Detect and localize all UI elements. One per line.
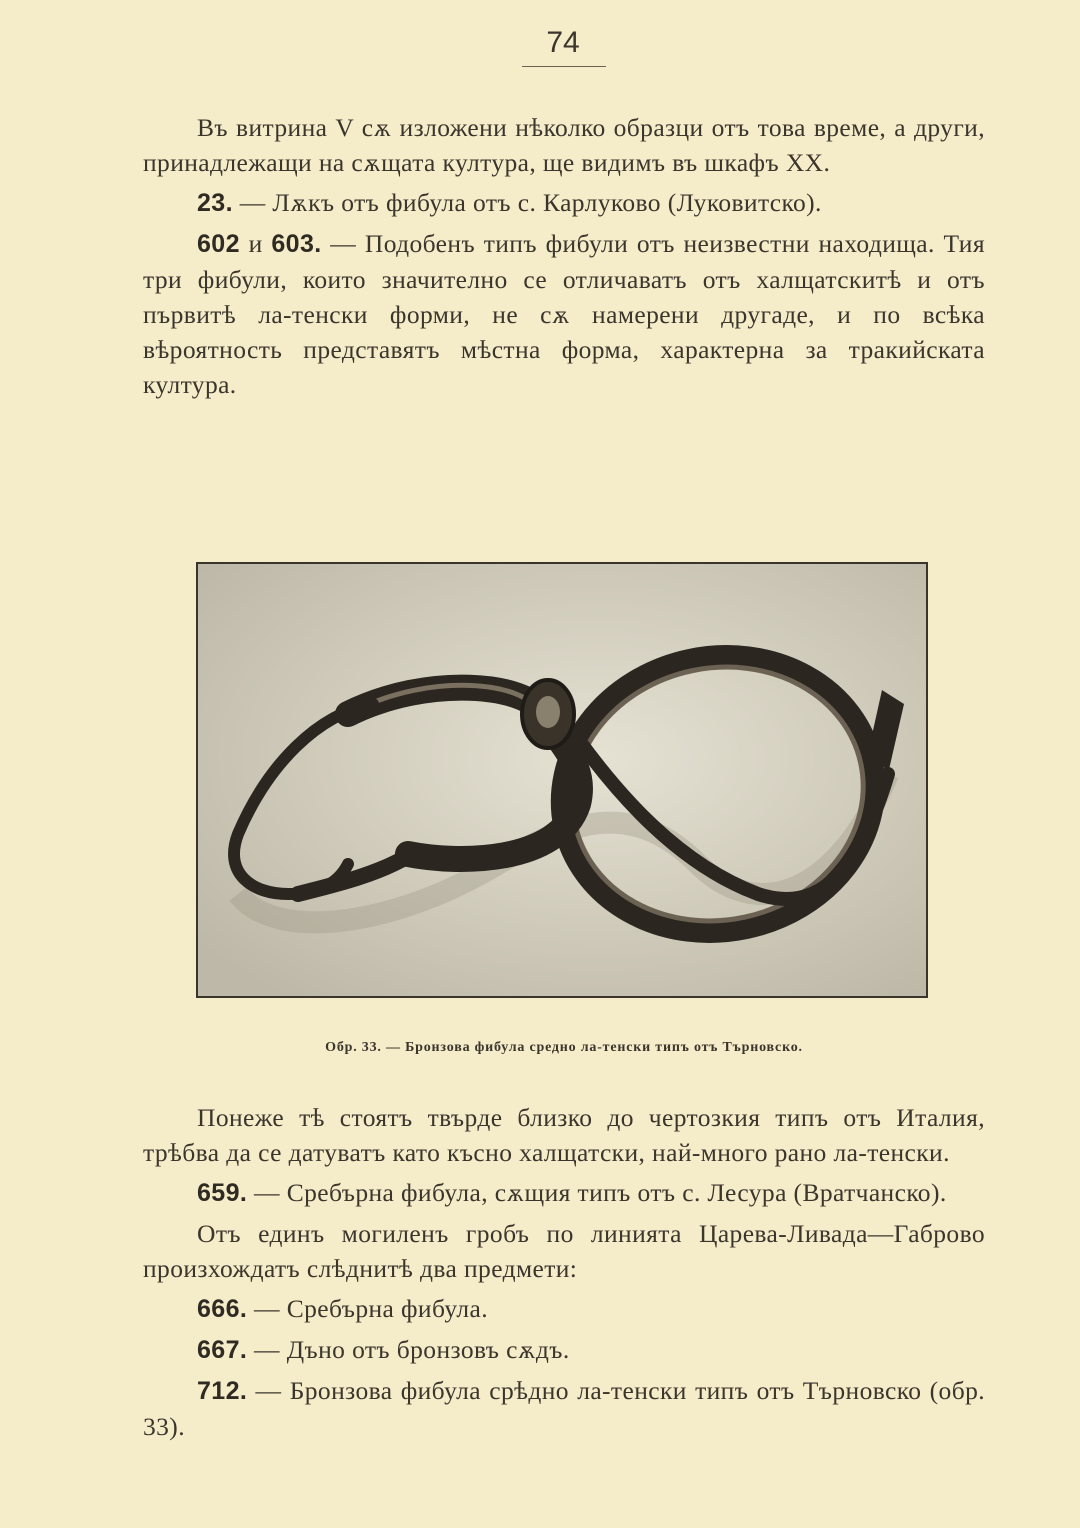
entry-659 (143, 1175, 985, 1211)
entry-number: 712. (197, 1377, 248, 1405)
entry-text: — Подобенъ типъ фибули отъ неизвестни находища. Тия три фибули, които значително се отличаватъ отъ халщатскитѣ и отъ първитѣ ла-тенски форми, не сѫ намерени другаде, и по всѣка вѣроятность представятъ мѣстна форма, характерна за тракийската култура. (143, 229, 985, 399)
top-text-block (143, 110, 985, 407)
bottom-text-block (143, 1100, 985, 1449)
bronze-fibula-image (198, 564, 926, 996)
entry-number: 667. (197, 1336, 248, 1364)
page-number-rule (522, 66, 606, 67)
entry-conjunction: и (239, 229, 272, 258)
paragraph-text: Понеже тѣ стоятъ твърде близко до чертозкия типъ отъ Италия, трѣбва да се датуватъ като късно халщатски, най-много рано ла-тенски. (143, 1103, 985, 1167)
entry-23 (143, 185, 985, 221)
entry-text: — Сребърна фибула, сѫщия типъ отъ с. Лесура (Вратчанско). (247, 1178, 947, 1207)
entry-text: — Сребърна фибула. (247, 1294, 489, 1323)
entry-number-2: 603. (271, 230, 322, 258)
paragraph-text: Отъ единъ могиленъ гробъ по линията Царева-Ливада—Габрово произхождатъ слѣднитѣ два предмети: (143, 1219, 985, 1283)
entry-text: — Лѫкъ отъ фибула отъ с. Карлуково (Луковитско). (232, 188, 822, 217)
paragraph-vitrina (143, 110, 985, 180)
page-number: 74 (546, 26, 580, 59)
entry-number: 23. (197, 189, 233, 217)
figure-photo (196, 562, 928, 998)
entry-number: 602 (197, 230, 240, 258)
entry-667 (143, 1332, 985, 1368)
entry-602-603 (143, 226, 985, 402)
paragraph-grave (143, 1216, 985, 1286)
figure-caption: Обр. 33. — Бронзова фибула средно ла-тенски типъ отъ Търновско. (325, 1040, 803, 1055)
entry-text: — Бронзова фибула срѣдно ла-тенски типъ отъ Търновско (обр. 33). (143, 1376, 985, 1441)
paragraph-text: Въ витрина V сѫ изложени нѣколко образци отъ това време, а други, принадлежащи на сѫщата култура, ще видимъ въ шкафъ XX. (143, 113, 985, 177)
entry-number: 666. (197, 1295, 248, 1323)
paragraph-poneje (143, 1100, 985, 1170)
entry-number: 659. (197, 1179, 248, 1207)
entry-712 (143, 1373, 985, 1444)
entry-text: — Дъно отъ бронзовъ сѫдъ. (247, 1335, 570, 1364)
entry-666 (143, 1291, 985, 1327)
